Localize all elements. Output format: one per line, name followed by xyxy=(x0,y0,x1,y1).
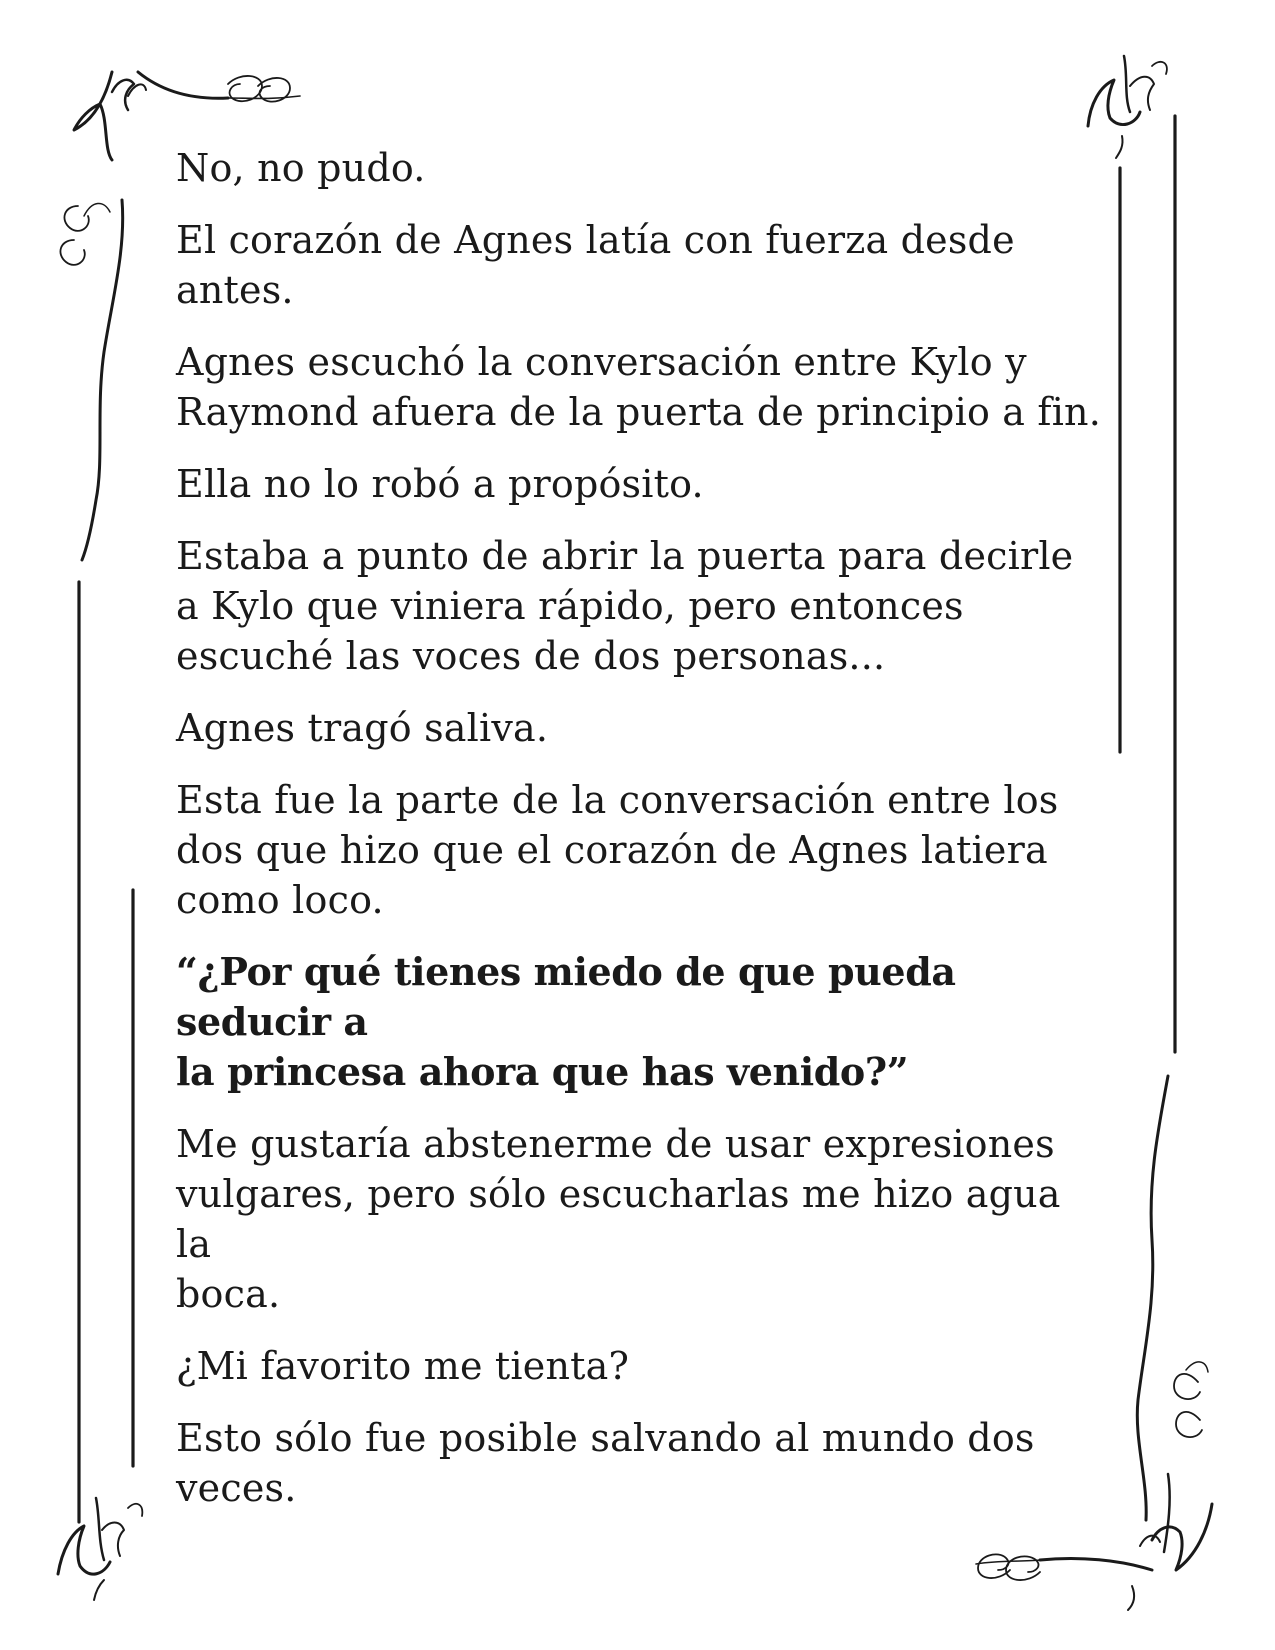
paragraph: Esta fue la parte de la conversación entre los dos que hizo que el corazón de Agnes latiera como loco. xyxy=(176,778,1059,922)
paragraph: ¿Mi favorito me tienta? xyxy=(176,1344,630,1388)
quoted-dialogue: “¿Por qué tienes miedo de que pueda seducir a la princesa ahora que has venido?” xyxy=(176,949,956,1094)
paragraph: No, no pudo. xyxy=(176,146,426,190)
paragraph: Esto sólo fue posible salvando al mundo dos veces. xyxy=(176,1416,1035,1510)
paragraph: Agnes escuchó la conversación entre Kylo y Raymond afuera de la puerta de principio a fin. xyxy=(176,340,1101,434)
paragraph: El corazón de Agnes latía con fuerza desde antes. xyxy=(176,218,1015,312)
bottom-left-flourish xyxy=(58,1498,142,1600)
paragraph: Estaba a punto de abrir la puerta para decirle a Kylo que viniera rápido, pero entonces escuché las voces de dos personas... xyxy=(176,534,1074,678)
paragraph: Ella no lo robó a propósito. xyxy=(176,462,704,506)
paragraph: Agnes tragó saliva. xyxy=(176,706,549,750)
paragraph: Me gustaría abstenerme de usar expresiones vulgares, pero sólo escucharlas me hizo agua la boca. xyxy=(176,1122,1061,1316)
text-body xyxy=(176,143,1106,1535)
